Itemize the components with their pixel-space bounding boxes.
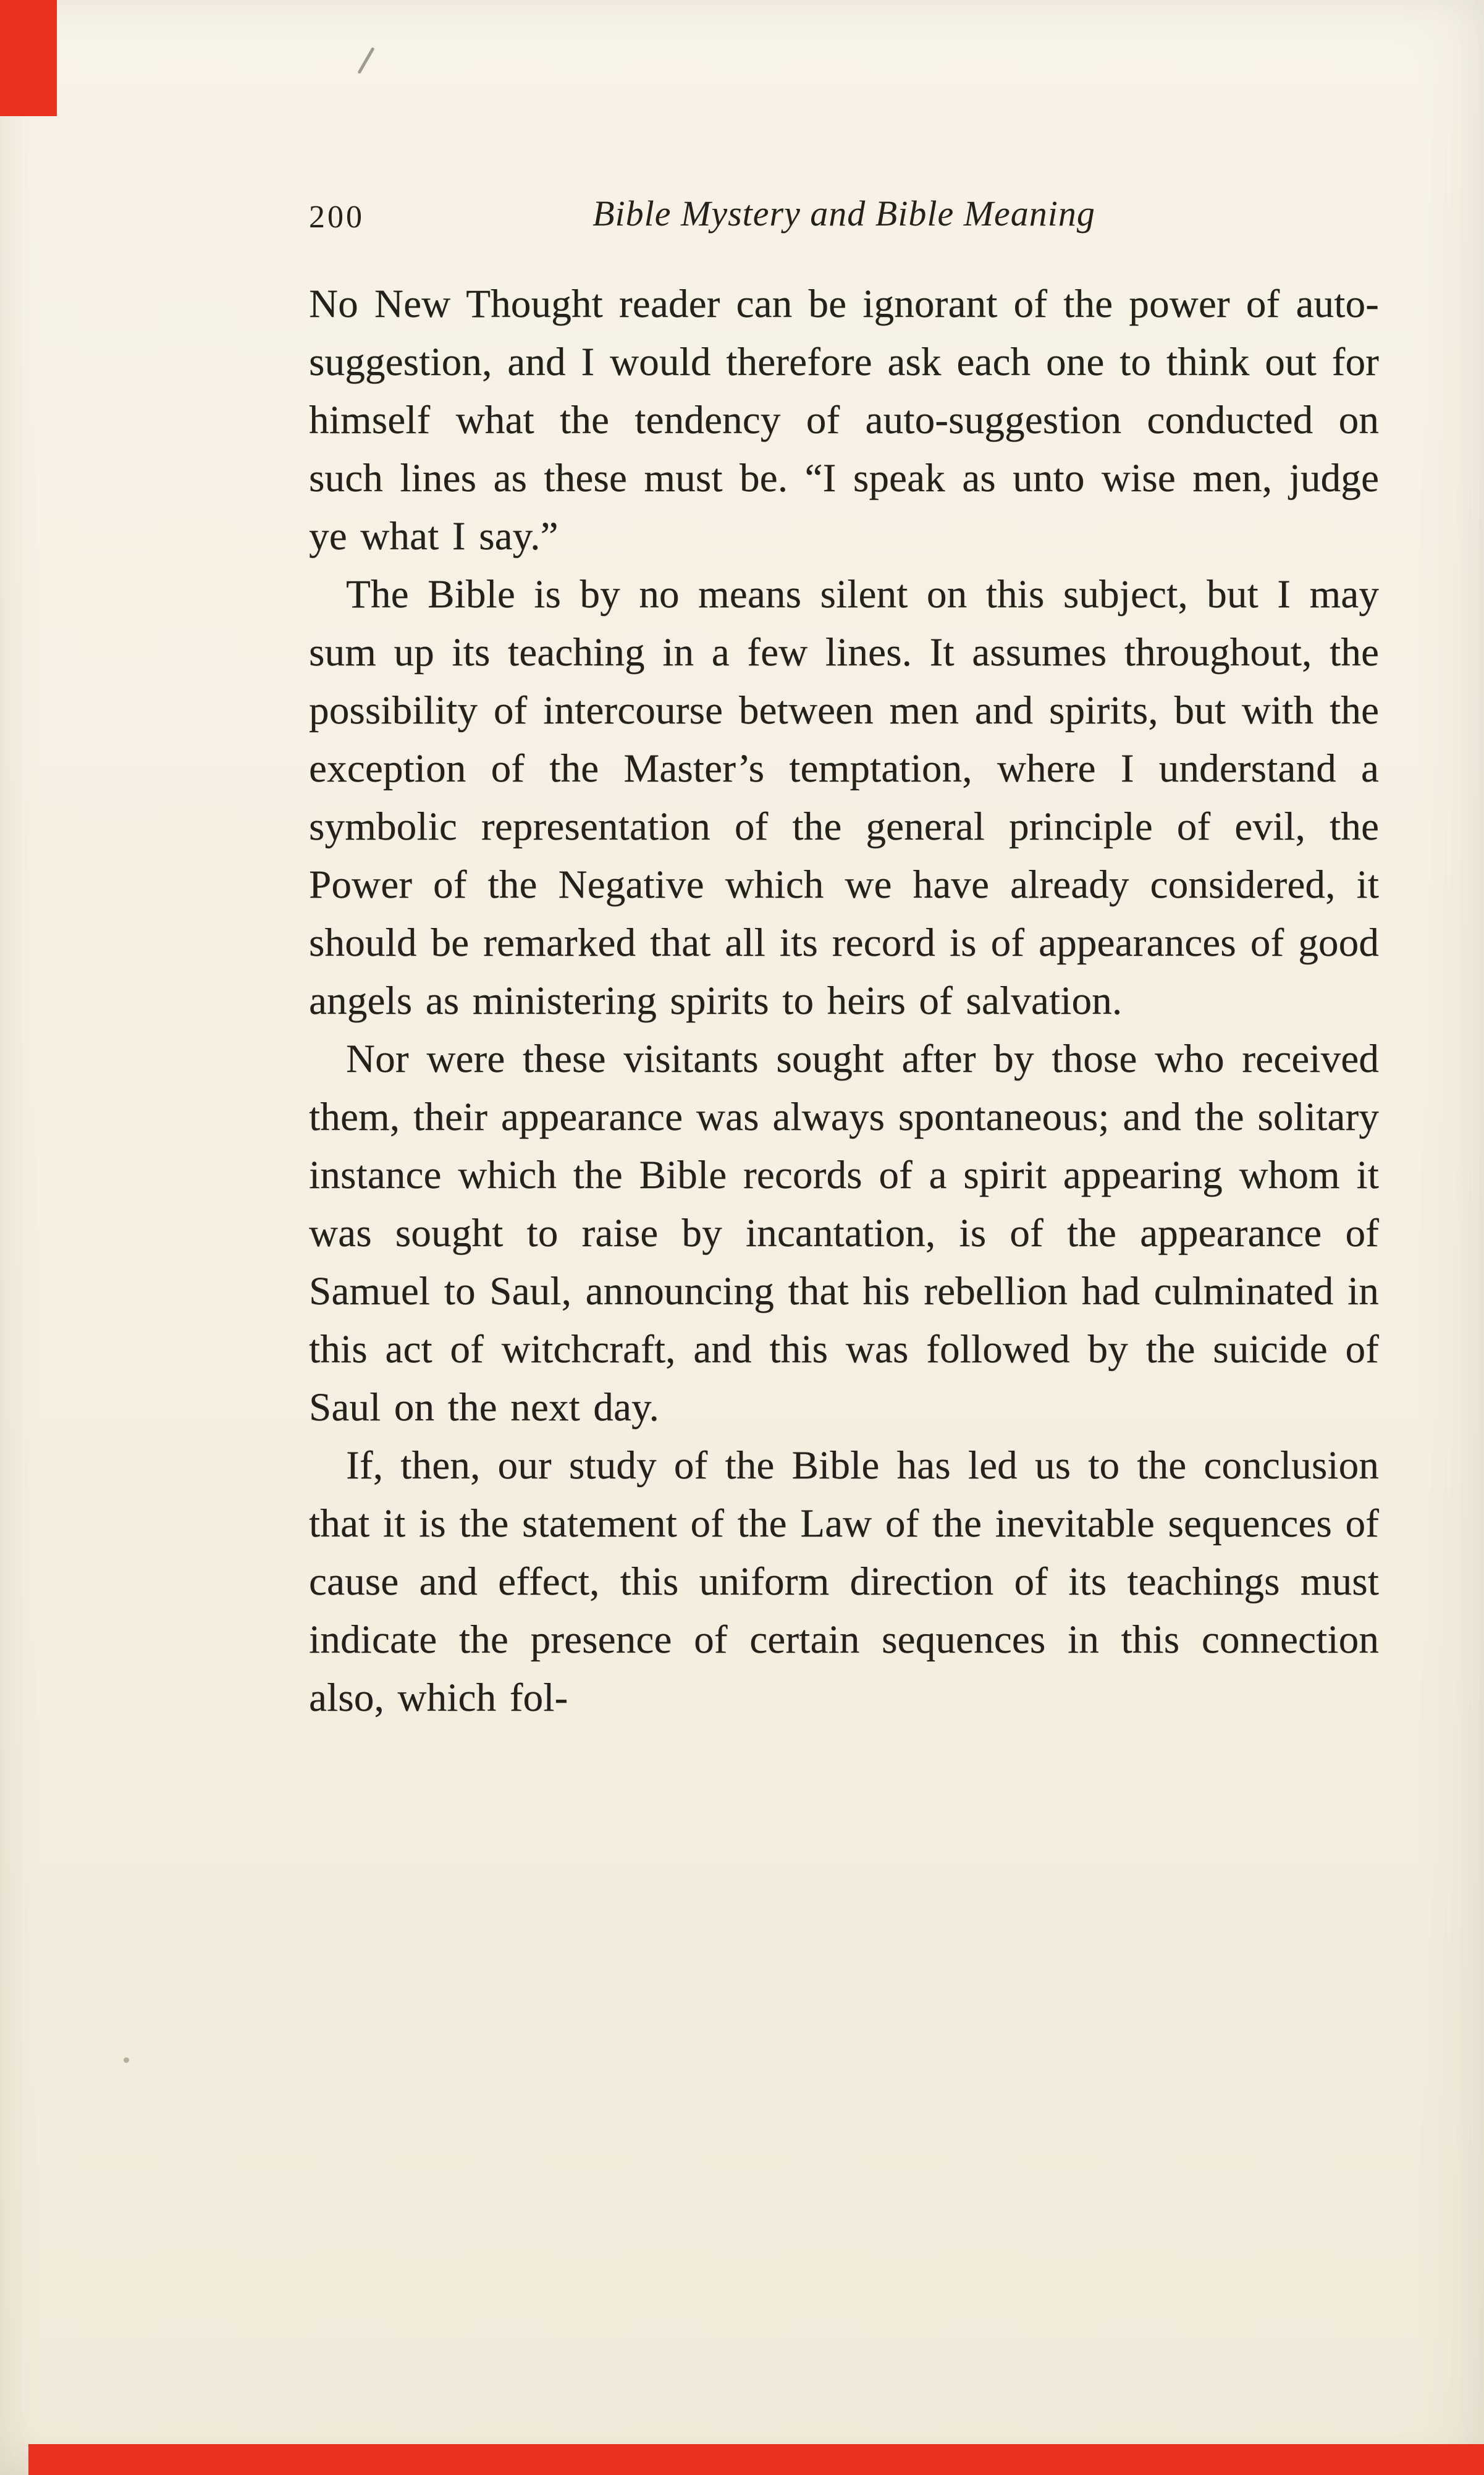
page-number: 200 [309,200,365,235]
paragraph-4: If, then, our study of the Bible has led us to the conclusion that it is the statement of the Law of the inevitable sequences of cause and effect, this uniform direction of its teachings must indicate the presence of certain sequences in this connection also, which fol- [309,1443,1379,1720]
book-edge-red-bottom [28,2444,1484,2475]
scan-speck [124,2057,129,2063]
paragraph-1: No New Thought reader can be ignorant of the power of auto-suggestion, and I would therefore ask each one to think out for himself what the tendency of auto-suggestion conducted on such lines as these must be. “I speak as unto wise men, judge ye what I say.” [309,282,1379,559]
paragraph-3: Nor were these visitants sought after by those who received them, their appearance was always spontaneous; and the solitary instance which the Bible records of a spirit appearing whom it was sought to raise by incantation, is of the appearance of Samuel to Saul, announcing that his rebellion had culminated in this act of witchcraft, and this was followed by the suicide of Saul on the next day. [309,1037,1379,1430]
book-edge-red-top-left [0,0,57,116]
page-body-text [309,275,1379,1727]
running-title: Bible Mystery and Bible Meaning [592,193,1095,234]
paragraph-2: The Bible is by no means silent on this subject, but I may sum up its teaching in a few lines. It assumes throughout, the possibility of intercourse between men and spirits, but with the exception of the Master’s temptation, where I understand a symbolic representation of the general principle of evil, the Power of the Negative which we have already considered, it should be remarked that all its record is of appearances of good angels as ministering spirits to heirs of salvation. [309,572,1379,1023]
scan-stray-mark [357,47,374,74]
page-header [309,193,1379,242]
